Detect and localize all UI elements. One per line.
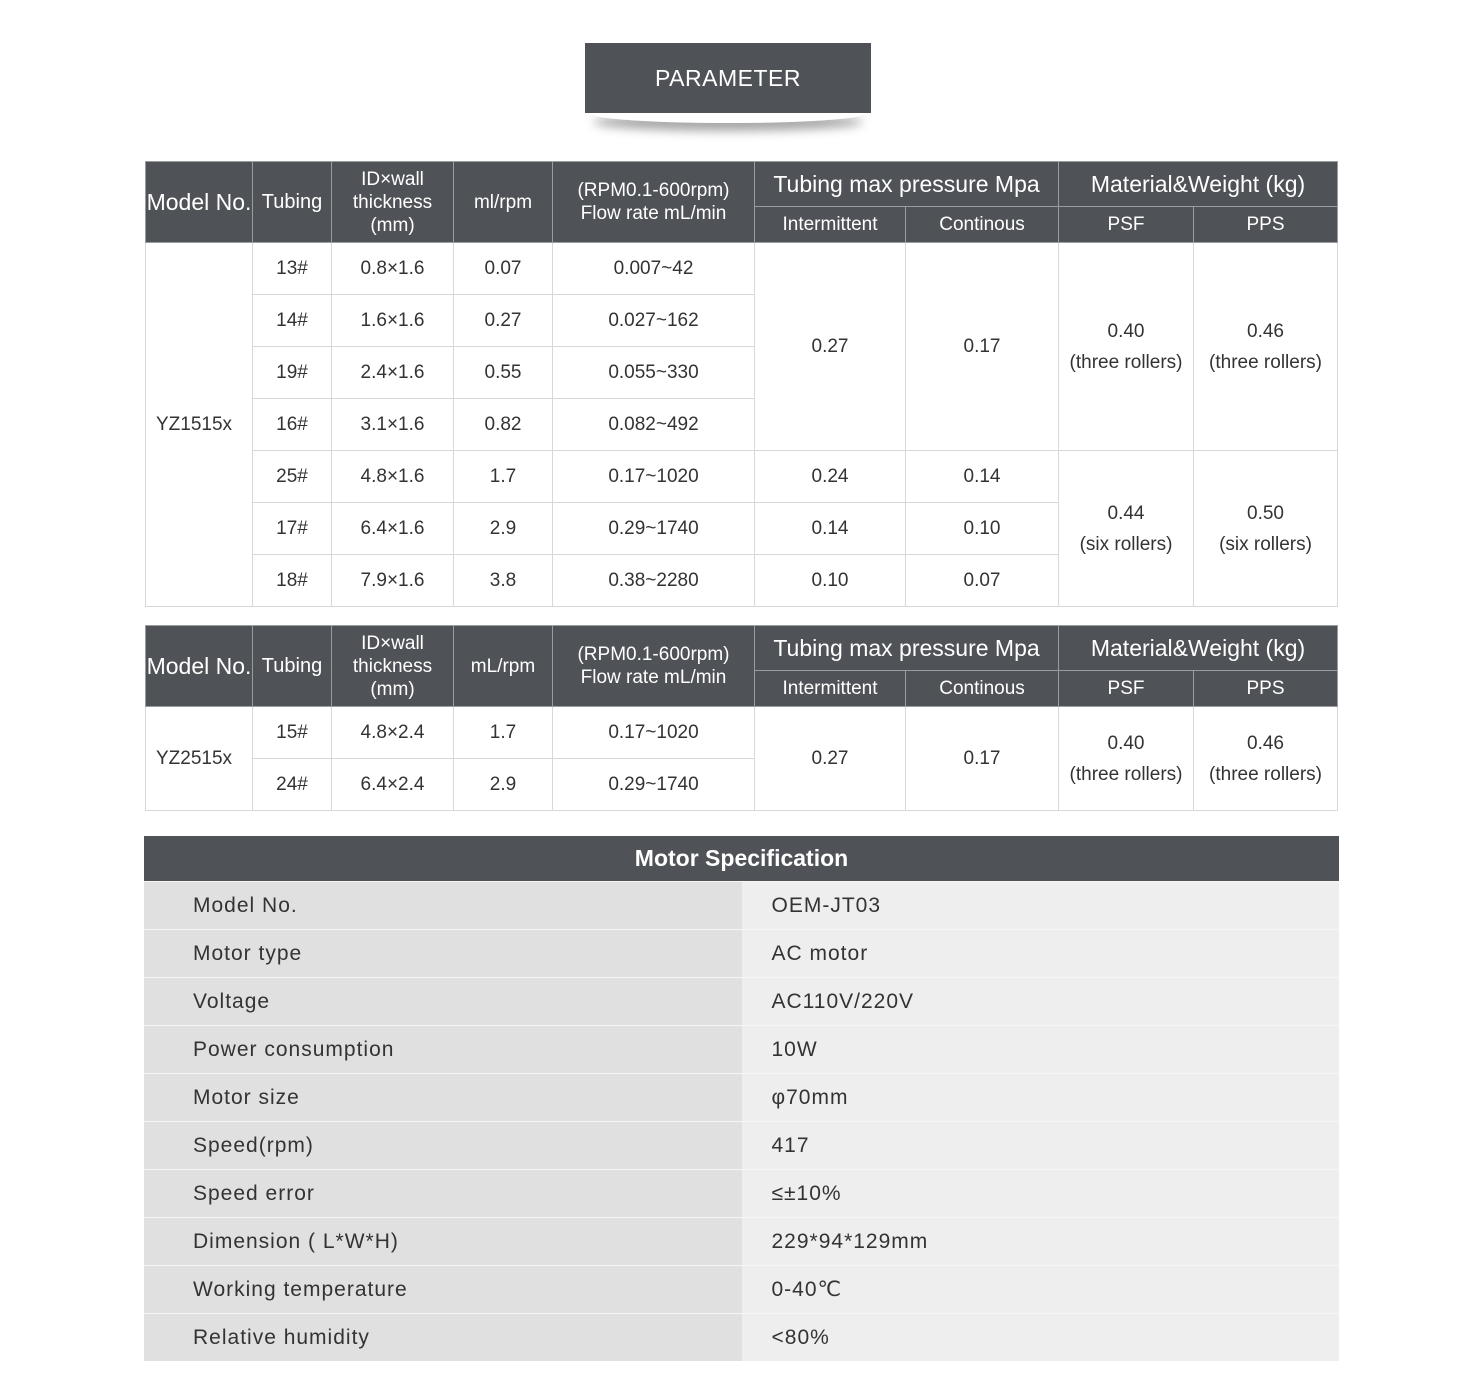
id-cell: 6.4×1.6	[332, 503, 454, 555]
flow-cell: 0.007~42	[553, 243, 755, 295]
spec-row	[144, 1314, 1339, 1362]
id-cell: 4.8×2.4	[332, 707, 454, 759]
flow-cell: 0.055~330	[553, 347, 755, 399]
tubing-cell: 24#	[253, 759, 332, 811]
psf-three-rollers-cell	[1059, 243, 1194, 451]
spec-value: AC110V/220V	[742, 978, 1340, 1026]
ml-rpm-cell: 3.8	[454, 555, 553, 607]
id-cell: 0.8×1.6	[332, 243, 454, 295]
pps-value: 0.46	[1247, 732, 1284, 754]
pps-cell	[1194, 707, 1338, 811]
tubing-cell: 15#	[253, 707, 332, 759]
pps-six-value: 0.50	[1247, 502, 1284, 524]
header-id-line3: (mm)	[370, 678, 415, 700]
intermittent-cell: 0.14	[755, 503, 906, 555]
spec-value: 10W	[742, 1026, 1340, 1074]
header-material-weight: Material&Weight (kg)	[1059, 626, 1338, 671]
continous-cell: 0.10	[906, 503, 1059, 555]
tubing-cell: 14#	[253, 295, 332, 347]
spec-label: Relative humidity	[144, 1314, 742, 1362]
header-tubing: Tubing	[253, 626, 332, 707]
spec-value: ≤±10%	[742, 1170, 1340, 1218]
psf-three-value: 0.40	[1107, 320, 1145, 342]
header-id-line2: thickness	[352, 191, 433, 213]
header-id-line2: thickness	[352, 655, 433, 677]
header-ml-rpm: ml/rpm	[454, 162, 553, 243]
pps-note: (three rollers)	[1209, 763, 1322, 785]
tubing-cell: 13#	[253, 243, 332, 295]
header-flow-line1: (RPM0.1-600rpm)	[577, 180, 730, 201]
intermittent-cell: 0.10	[755, 555, 906, 607]
pps-three-note: (three rollers)	[1209, 351, 1322, 373]
header-flow-line2: Flow rate mL/min	[580, 203, 727, 224]
header-material-weight: Material&Weight (kg)	[1059, 162, 1338, 207]
ml-rpm-cell: 0.27	[454, 295, 553, 347]
flow-cell: 0.17~1020	[553, 451, 755, 503]
flow-cell: 0.027~162	[553, 295, 755, 347]
intermittent-merged-cell: 0.27	[755, 243, 906, 451]
psf-value: 0.40	[1107, 732, 1145, 754]
ml-rpm-cell: 1.7	[454, 451, 553, 503]
psf-six-rollers-cell	[1059, 451, 1194, 607]
id-cell: 3.1×1.6	[332, 399, 454, 451]
header-id-line1: ID×wall	[361, 168, 424, 190]
spec-row	[144, 1122, 1339, 1170]
psf-cell	[1059, 707, 1194, 811]
spec-label: Working temperature	[144, 1266, 742, 1314]
id-cell: 4.8×1.6	[332, 451, 454, 503]
header-pressure: Tubing max pressure Mpa	[755, 626, 1059, 671]
header-flow-rate	[553, 162, 755, 243]
continous-cell: 0.17	[906, 707, 1059, 811]
tubing-cell: 18#	[253, 555, 332, 607]
header-intermittent: Intermittent	[755, 207, 906, 243]
psf-three-note: (three rollers)	[1069, 351, 1183, 373]
pps-six-rollers-cell	[1194, 451, 1338, 607]
tubing-cell: 25#	[253, 451, 332, 503]
spec-label: Motor type	[144, 930, 742, 978]
flow-cell: 0.38~2280	[553, 555, 755, 607]
header-pressure: Tubing max pressure Mpa	[755, 162, 1059, 207]
spec-row	[144, 1266, 1339, 1314]
intermittent-cell: 0.27	[755, 707, 906, 811]
header-id-wall	[332, 162, 454, 243]
header-id-line3: (mm)	[370, 214, 415, 236]
header-tubing: Tubing	[253, 162, 332, 243]
pps-three-rollers-cell	[1194, 243, 1338, 451]
spec-row	[144, 1170, 1339, 1218]
table-row	[146, 451, 1338, 503]
spec-label: Model No.	[144, 882, 742, 930]
spec-value: 229*94*129mm	[742, 1218, 1340, 1266]
spec-label: Speed(rpm)	[144, 1122, 742, 1170]
header-id-wall	[332, 626, 454, 707]
spec-row	[144, 1026, 1339, 1074]
intermittent-cell: 0.24	[755, 451, 906, 503]
page-title: PARAMETER	[585, 43, 871, 113]
ml-rpm-cell: 0.07	[454, 243, 553, 295]
header-pps: PPS	[1194, 207, 1338, 243]
continous-merged-cell: 0.17	[906, 243, 1059, 451]
spec-row	[144, 930, 1339, 978]
spec-row	[144, 1218, 1339, 1266]
header-continous: Continous	[906, 207, 1059, 243]
flow-cell: 0.29~1740	[553, 503, 755, 555]
table-row	[146, 707, 1338, 759]
id-cell: 7.9×1.6	[332, 555, 454, 607]
tubing-cell: 19#	[253, 347, 332, 399]
spec-label: Power consumption	[144, 1026, 742, 1074]
pps-three-value: 0.46	[1247, 320, 1284, 342]
flow-cell: 0.17~1020	[553, 707, 755, 759]
header-model: Model No.	[146, 626, 253, 707]
spec-label: Motor size	[144, 1074, 742, 1122]
psf-note: (three rollers)	[1069, 763, 1183, 785]
ml-rpm-cell: 2.9	[454, 759, 553, 811]
pps-six-note: (six rollers)	[1219, 533, 1312, 555]
header-continous: Continous	[906, 671, 1059, 707]
model-cell: YZ1515x	[146, 243, 253, 607]
header-model: Model No.	[146, 162, 253, 243]
spec-row	[144, 882, 1339, 930]
header-psf: PSF	[1059, 671, 1194, 707]
ml-rpm-cell: 1.7	[454, 707, 553, 759]
header-flow-line1: (RPM0.1-600rpm)	[577, 644, 730, 665]
psf-six-note: (six rollers)	[1079, 533, 1173, 555]
ml-rpm-cell: 0.55	[454, 347, 553, 399]
header-flow-rate	[553, 626, 755, 707]
spec-label: Voltage	[144, 978, 742, 1026]
spec-value: φ70mm	[742, 1074, 1340, 1122]
parameter-table-yz1515x	[145, 161, 1338, 607]
ml-rpm-cell: 2.9	[454, 503, 553, 555]
header-ml-rpm: mL/rpm	[454, 626, 553, 707]
spec-value: OEM-JT03	[742, 882, 1340, 930]
header-pps: PPS	[1194, 671, 1338, 707]
spec-label: Speed error	[144, 1170, 742, 1218]
spec-value: <80%	[742, 1314, 1340, 1362]
header-intermittent: Intermittent	[755, 671, 906, 707]
motor-specification-table	[144, 836, 1339, 1361]
parameter-banner	[585, 43, 871, 133]
motor-spec-title: Motor Specification	[144, 836, 1339, 882]
tubing-cell: 17#	[253, 503, 332, 555]
continous-cell: 0.07	[906, 555, 1059, 607]
spec-value: 417	[742, 1122, 1340, 1170]
id-cell: 6.4×2.4	[332, 759, 454, 811]
ml-rpm-cell: 0.82	[454, 399, 553, 451]
header-id-line1: ID×wall	[361, 632, 424, 654]
spec-label: Dimension ( L*W*H)	[144, 1218, 742, 1266]
id-cell: 1.6×1.6	[332, 295, 454, 347]
flow-cell: 0.082~492	[553, 399, 755, 451]
tubing-cell: 16#	[253, 399, 332, 451]
header-psf: PSF	[1059, 207, 1194, 243]
continous-cell: 0.14	[906, 451, 1059, 503]
spec-value: 0-40℃	[742, 1266, 1340, 1314]
flow-cell: 0.29~1740	[553, 759, 755, 811]
parameter-table-yz2515x	[145, 625, 1338, 811]
model-cell: YZ2515x	[146, 707, 253, 811]
table-row	[146, 243, 1338, 295]
header-flow-line2: Flow rate mL/min	[580, 667, 727, 688]
spec-value: AC motor	[742, 930, 1340, 978]
spec-row	[144, 978, 1339, 1026]
psf-six-value: 0.44	[1107, 502, 1145, 524]
spec-row	[144, 1074, 1339, 1122]
id-cell: 2.4×1.6	[332, 347, 454, 399]
